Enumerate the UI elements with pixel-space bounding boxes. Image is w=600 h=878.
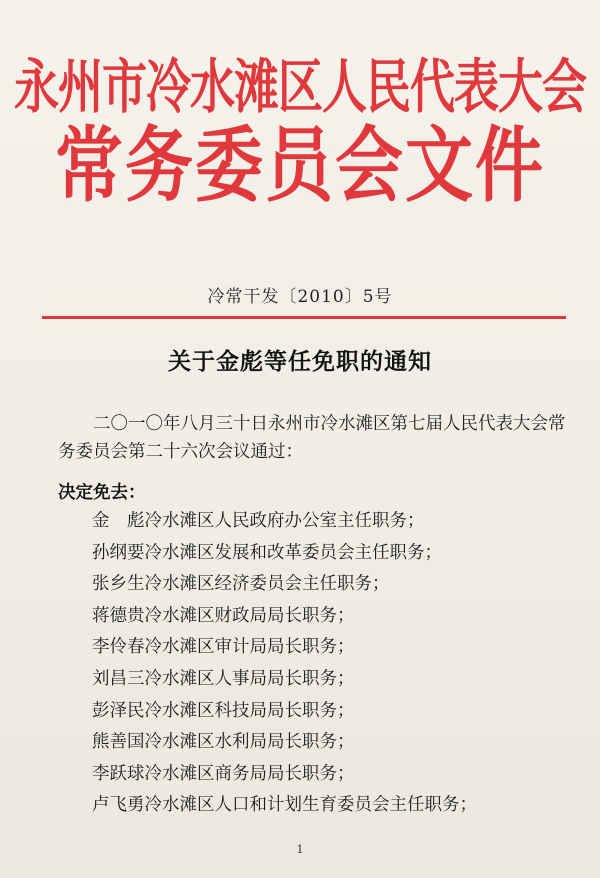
- list-item: 金 彪冷水滩区人民政府办公室主任职务；: [92, 511, 425, 531]
- red-divider-line: [42, 316, 566, 319]
- intro-paragraph: 二〇一〇年八月三十日永州市冷水滩区第七届人民代表大会常务委员会第二十六次会议通过：: [58, 414, 566, 462]
- list-item: 孙纲要冷水滩区发展和改革委员会主任职务；: [92, 542, 442, 563]
- list-item: 李伶春冷水滩区审计局局长职务；: [92, 637, 355, 658]
- dismissal-list: [92, 506, 477, 822]
- notice-title: 关于金彪等任免职的通知: [168, 348, 432, 375]
- header-doc-type-line: 常务委员会文件: [54, 118, 545, 214]
- list-item: 张乡生冷水滩区经济委员会主任职务；: [92, 574, 390, 595]
- list-item: 彭泽民冷水滩区科技局局长职务；: [92, 700, 355, 721]
- list-item: 卢飞勇冷水滩区人口和计划生育委员会主任职务；: [92, 795, 477, 816]
- list-item: 熊善国冷水滩区水利局局长职务；: [92, 732, 355, 753]
- list-item: 蒋德贵冷水滩区财政局局长职务；: [92, 605, 355, 626]
- list-item: 刘昌三冷水滩区人事局局长职务；: [92, 668, 355, 689]
- decision-label: 决定免去：: [58, 483, 146, 503]
- list-item: 李跃球冷水滩区商务局局长职务；: [92, 763, 355, 784]
- document-number: 冷常干发〔2010〕5号: [207, 287, 393, 307]
- page-number: 1: [296, 843, 304, 856]
- header-org-line: 永州市冷水滩区人民代表大会: [13, 52, 586, 122]
